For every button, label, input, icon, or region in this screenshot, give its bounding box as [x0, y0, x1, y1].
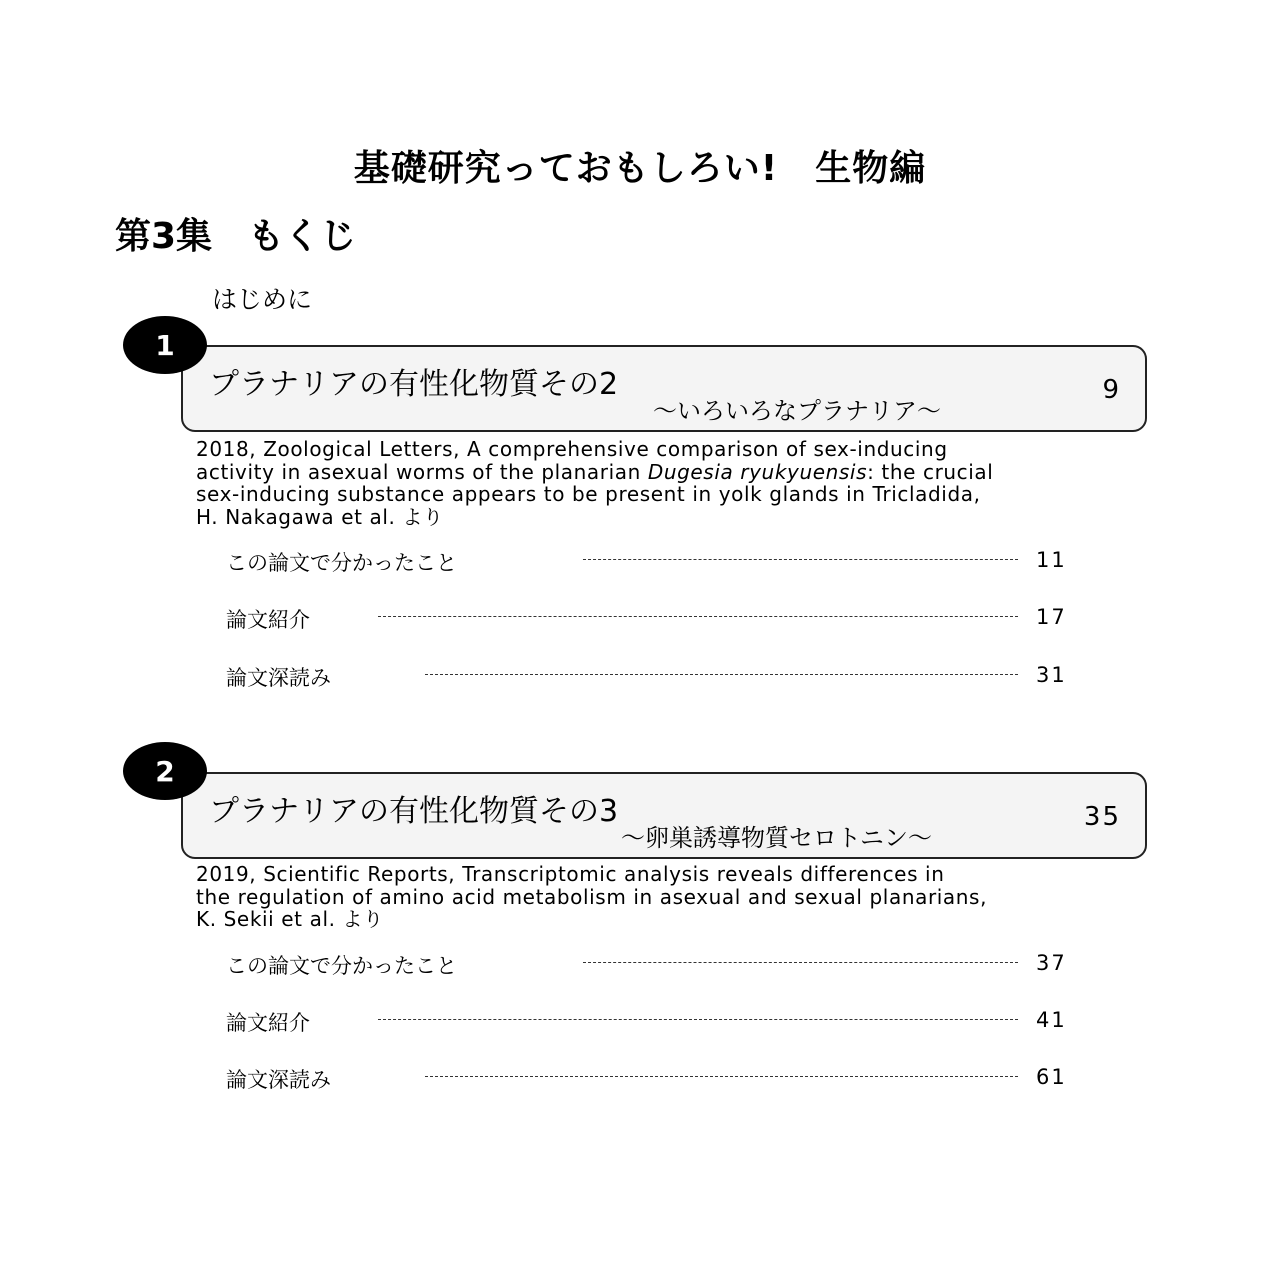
dot-leader	[583, 962, 1018, 963]
dot-leader	[425, 1076, 1018, 1077]
chapter-2-page: 35	[1083, 802, 1121, 832]
citation-text: : the crucial	[867, 459, 994, 484]
toc-page: 11	[1036, 548, 1067, 572]
toc-row[interactable]	[0, 1062, 1280, 1092]
dot-leader	[378, 616, 1018, 617]
toc-heading: 第3集 もくじ	[115, 216, 357, 257]
chapter-2-subtitle: 〜卵巣誘導物質セロトニン〜	[621, 824, 933, 852]
chapter-1-box[interactable]	[181, 345, 1147, 432]
citation-line: the regulation of amino acid metabolism in asexual and sexual planarians,	[196, 884, 988, 909]
toc-page: 61	[1036, 1065, 1067, 1089]
toc-label: 論文深読み	[226, 1068, 331, 1092]
toc-row[interactable]	[0, 948, 1280, 978]
toc-row[interactable]	[0, 660, 1280, 690]
citation-line: 2019, Scientific Reports, Transcriptomic analysis reveals differences in	[196, 862, 945, 886]
chapter-1-title: プラナリアの有性化物質その2	[209, 367, 619, 402]
dot-leader	[378, 1019, 1018, 1020]
toc-row[interactable]	[0, 602, 1280, 632]
toc-label: 論文深読み	[226, 666, 331, 690]
toc-label: 論文紹介	[226, 1011, 310, 1035]
page-title: 基礎研究っておもしろい! 生物編	[353, 148, 927, 189]
chapter-2-title: プラナリアの有性化物質その3	[209, 794, 619, 829]
species-name: Dugesia ryukyuensis	[647, 459, 868, 484]
toc-page: 17	[1036, 605, 1067, 629]
toc-page: 41	[1036, 1008, 1067, 1032]
chapter-2-badge: 2	[123, 742, 207, 800]
citation-line: H. Nakagawa et al. より	[196, 504, 444, 529]
toc-row[interactable]	[0, 545, 1280, 575]
chapter-1-citation	[196, 438, 1166, 528]
toc-label: この論文で分かったこと	[226, 954, 457, 978]
chapter-1-page: 9	[1102, 375, 1121, 405]
toc-row[interactable]	[0, 1005, 1280, 1035]
toc-label: 論文紹介	[226, 608, 310, 632]
chapter-1-badge: 1	[123, 316, 207, 374]
toc-label: この論文で分かったこと	[226, 551, 457, 575]
dot-leader	[583, 559, 1018, 560]
toc-page: 37	[1036, 951, 1067, 975]
chapter-2-citation	[196, 863, 1166, 931]
dot-leader	[425, 674, 1018, 675]
citation-line: sex-inducing substance appears to be present in yolk glands in Tricladida,	[196, 482, 981, 506]
citation-text: activity in asexual worms of the planarian	[196, 459, 648, 484]
citation-line	[196, 461, 1166, 484]
citation-line: K. Sekii et al. より	[196, 907, 384, 931]
intro-entry[interactable]: はじめに	[212, 285, 313, 314]
chapter-1-subtitle: 〜いろいろなプラナリア〜	[653, 397, 941, 425]
chapter-2-box[interactable]	[181, 772, 1147, 859]
toc-page: 31	[1036, 663, 1067, 687]
citation-line: 2018, Zoological Letters, A comprehensive comparison of sex-inducing	[196, 437, 948, 461]
